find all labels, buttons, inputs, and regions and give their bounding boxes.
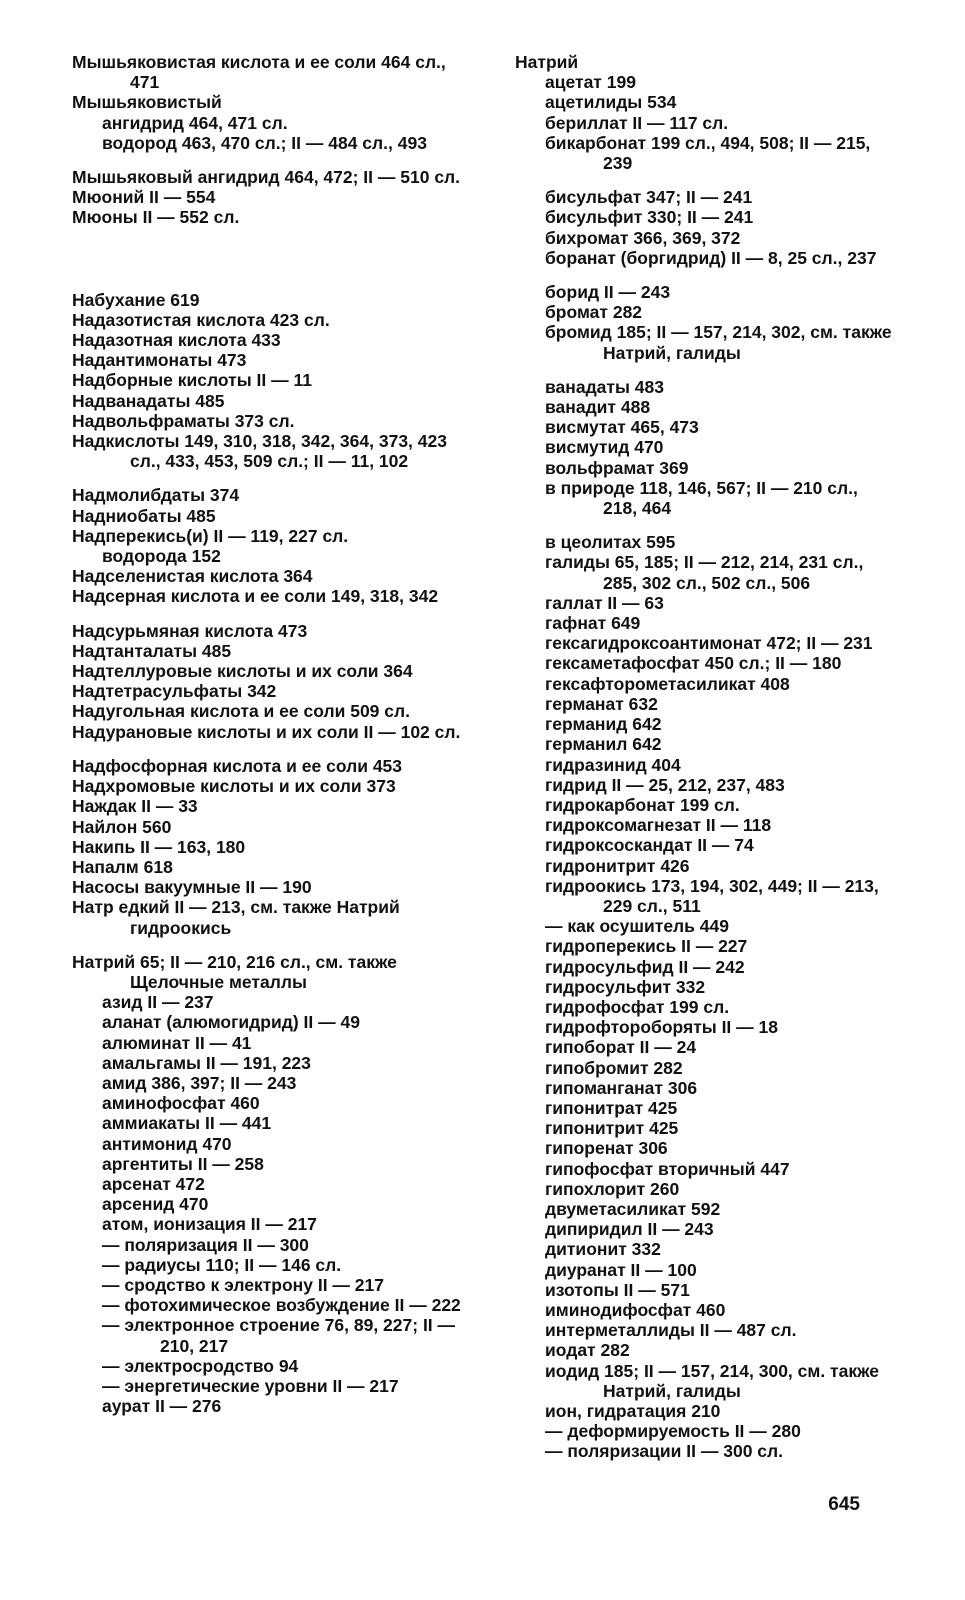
index-entry: гидрид II — 25, 212, 237, 483 bbox=[545, 774, 785, 795]
index-entry: амальгамы II — 191, 223 bbox=[102, 1052, 311, 1073]
right-index-column bbox=[515, 52, 895, 1462]
index-entry: — как осушитель 449 bbox=[545, 916, 729, 937]
index-entry: гидроперекись II — 227 bbox=[545, 936, 748, 957]
index-entry: аммиакаты II — 441 bbox=[102, 1113, 272, 1134]
index-entry: Мышьяковистая кислота и ее соли 464 сл., 471 bbox=[72, 52, 446, 93]
index-entry: водорода 152 bbox=[102, 546, 221, 567]
index-entry: гидразинид 404 bbox=[545, 754, 681, 775]
index-entry: дитионит 332 bbox=[545, 1239, 661, 1260]
index-entry: иодат 282 bbox=[545, 1340, 630, 1361]
index-entry: Надниобаты 485 bbox=[72, 505, 216, 526]
index-entry: гипохлорит 260 bbox=[545, 1178, 680, 1199]
index-entry: Надазотная кислота 433 bbox=[72, 330, 281, 351]
index-entry: ацетат 199 bbox=[545, 72, 636, 93]
index-entry: борид II — 243 bbox=[545, 282, 671, 303]
index-entry: гидрокарбонат 199 сл. bbox=[545, 794, 740, 815]
index-entry: гипобромит 282 bbox=[545, 1057, 683, 1078]
index-entry: интерметаллиды II — 487 сл. bbox=[545, 1320, 797, 1341]
index-entry: — радиусы 110; II — 146 сл. bbox=[102, 1254, 342, 1275]
index-entry: арсенат 472 bbox=[102, 1173, 205, 1194]
index-entry: — поляризации II — 300 сл. bbox=[545, 1441, 784, 1462]
index-entry: Надазотистая кислота 423 сл. bbox=[72, 309, 330, 330]
index-entry: Найлон 560 bbox=[72, 816, 172, 837]
index-entry: гидрофосфат 199 сл. bbox=[545, 996, 730, 1017]
index-entry: Надвольфраматы 373 сл. bbox=[72, 410, 295, 431]
index-entry: Натрий 65; II — 210, 216 сл., см. также Щелочные металлы bbox=[72, 951, 397, 992]
index-entry: Надхромовые кислоты и их соли 373 bbox=[72, 776, 396, 797]
index-entry: Надборные кислоты II — 11 bbox=[72, 370, 312, 391]
index-entry: — энергетические уровни II — 217 bbox=[102, 1375, 399, 1396]
index-entry: азид II — 237 bbox=[102, 992, 214, 1013]
index-entry: гексафторометасиликат 408 bbox=[545, 673, 790, 694]
index-entry: Наждак II — 33 bbox=[72, 796, 198, 817]
index-entry: гексагидроксоантимонат 472; II — 231 bbox=[545, 633, 873, 654]
index-entry: Надперекись(и) II — 119, 227 сл. bbox=[72, 525, 349, 546]
index-entry: — электронное строение 76, 89, 227; II — 210, 217 bbox=[102, 1315, 456, 1356]
index-entry: — поляризация II — 300 bbox=[102, 1234, 309, 1255]
index-entry: гексаметафосфат 450 сл.; II — 180 bbox=[545, 653, 842, 674]
page-number: 645 bbox=[828, 1494, 860, 1515]
index-entry: гипонитрит 425 bbox=[545, 1118, 679, 1139]
index-entry: гидросульфит 332 bbox=[545, 976, 706, 997]
index-entry: Натрий bbox=[515, 52, 579, 72]
index-entry: бромат 282 bbox=[545, 302, 643, 323]
index-entry: Надурановые кислоты и их соли II — 102 сл. bbox=[72, 721, 461, 742]
index-entry: гидроксоскандат II — 74 bbox=[545, 835, 754, 856]
index-entry: германат 632 bbox=[545, 693, 658, 714]
index-entry: аурат II — 276 bbox=[102, 1396, 222, 1417]
index-entry: гидронитрит 426 bbox=[545, 855, 690, 876]
index-entry: Насосы вакуумные II — 190 bbox=[72, 877, 312, 898]
index-entry: боранат (боргидрид) II — 8, 25 сл., 237 bbox=[545, 247, 877, 268]
index-entry: атом, ионизация II — 217 bbox=[102, 1214, 317, 1235]
index-entry: гидроокись 173, 194, 302, 449; II — 213, 229 сл., 511 bbox=[545, 875, 879, 916]
index-entry: бисульфат 347; II — 241 bbox=[545, 187, 753, 208]
index-entry: иминодифосфат 460 bbox=[545, 1299, 726, 1320]
index-entry: висмутат 465, 473 bbox=[545, 417, 699, 438]
index-entry: Мышьяковистый bbox=[72, 92, 222, 113]
index-entry: висмутид 470 bbox=[545, 437, 664, 458]
index-entry: гафнат 649 bbox=[545, 613, 641, 634]
index-entry: ион, гидратация 210 bbox=[545, 1401, 721, 1421]
index-entry: Надтеллуровые кислоты и их соли 364 bbox=[72, 661, 413, 682]
index-entry: Надтетрасульфаты 342 bbox=[72, 681, 277, 702]
index-entry: ангидрид 464, 471 сл. bbox=[102, 112, 288, 133]
index-entry: вольфрамат 369 bbox=[545, 457, 689, 478]
index-entry: аланат (алюмогидрид) II — 49 bbox=[102, 1012, 360, 1033]
index-entry: гидрофтороборяты II — 18 bbox=[545, 1017, 778, 1038]
index-entry: Надванадаты 485 bbox=[72, 390, 225, 411]
index-entry: водород 463, 470 сл.; II — 484 сл., 493 bbox=[102, 132, 427, 153]
index-entry: гипоренат 306 bbox=[545, 1138, 668, 1159]
index-entry: Надантимонаты 473 bbox=[72, 350, 247, 371]
index-entry: ванадаты 483 bbox=[545, 376, 664, 397]
index-entry: Накипь II — 163, 180 bbox=[72, 836, 246, 857]
index-entry: в цеолитах 595 bbox=[545, 532, 676, 553]
index-entry: в природе 118, 146, 567; II — 210 сл., 218, 464 bbox=[545, 477, 858, 519]
index-entry: Натр едкий II — 213, см. также Натрий гидроокись bbox=[72, 897, 400, 938]
index-entry: — электросродство 94 bbox=[102, 1355, 299, 1376]
index-entry: — деформируемость II — 280 bbox=[545, 1421, 801, 1442]
index-entry: двуметасиликат 592 bbox=[545, 1198, 721, 1219]
index-entry: бихромат 366, 369, 372 bbox=[545, 227, 741, 248]
index-entry: изотопы II — 571 bbox=[545, 1279, 690, 1300]
index-entry: бисульфит 330; II — 241 bbox=[545, 207, 754, 228]
index-entry: алюминат II — 41 bbox=[102, 1032, 252, 1053]
index-entry: Надугольная кислота и ее соли 509 сл. bbox=[72, 701, 410, 722]
index-entry: ацетилиды 534 bbox=[545, 92, 677, 113]
index-entry: галиды 65, 185; II — 212, 214, 231 сл., 285, 302 сл., 502 сл., 506 bbox=[545, 552, 864, 593]
index-entry: гипонитрат 425 bbox=[545, 1097, 678, 1118]
index-entry: Надмолибдаты 374 bbox=[72, 485, 240, 506]
index-entry: бикарбонат 199 сл., 494, 508; II — 215, 239 bbox=[545, 132, 871, 174]
index-entry: диуранат II — 100 bbox=[545, 1259, 697, 1280]
index-entry: — фотохимическое возбуждение II — 222 bbox=[102, 1295, 461, 1316]
index-entry: Напалм 618 bbox=[72, 856, 173, 877]
index-entry: Надтанталаты 485 bbox=[72, 640, 232, 661]
index-entry: Мюоны II — 552 сл. bbox=[72, 207, 240, 228]
index-entry: Надселенистая кислота 364 bbox=[72, 566, 313, 587]
index-entry: гипоманганат 306 bbox=[545, 1077, 698, 1098]
index-entry: Надсурьмяная кислота 473 bbox=[72, 620, 308, 641]
index-entry: арсенид 470 bbox=[102, 1194, 209, 1215]
left-index-column bbox=[72, 52, 472, 1416]
index-entry: галлат II — 63 bbox=[545, 592, 664, 613]
index-entry: Мышьяковый ангидрид 464, 472; II — 510 сл. bbox=[72, 167, 461, 188]
index-entry: аргентиты II — 258 bbox=[102, 1153, 264, 1174]
index-entry: Надкислоты 149, 310, 318, 342, 364, 373, 423 сл., 433, 453, 509 сл.; II — 11, 102 bbox=[72, 431, 447, 472]
index-entry: иодид 185; II — 157, 214, 300, см. также Натрий, галиды bbox=[545, 1360, 880, 1401]
index-entry: гипоборат II — 24 bbox=[545, 1037, 697, 1058]
index-entry: Надфосфорная кислота и ее соли 453 bbox=[72, 755, 403, 776]
index-entry: ванадит 488 bbox=[545, 397, 651, 418]
index-entry: гидросульфид II — 242 bbox=[545, 956, 745, 977]
index-entry: германил 642 bbox=[545, 734, 662, 755]
index-entry: германид 642 bbox=[545, 714, 662, 735]
index-entry: амид 386, 397; II — 243 bbox=[102, 1072, 297, 1093]
index-entry: Набухание 619 bbox=[72, 289, 200, 310]
index-entry: Мюоний II — 554 bbox=[72, 187, 216, 208]
index-entry: антимонид 470 bbox=[102, 1133, 232, 1154]
index-entry: — сродство к электрону II — 217 bbox=[102, 1274, 384, 1295]
index-entry: гипофосфат вторичный 447 bbox=[545, 1158, 790, 1179]
index-entry: бериллат II — 117 сл. bbox=[545, 112, 729, 133]
index-entry: аминофосфат 460 bbox=[102, 1093, 260, 1114]
index-entry: дипиридил II — 243 bbox=[545, 1219, 714, 1240]
index-entry: Надсерная кислота и ее соли 149, 318, 342 bbox=[72, 586, 439, 607]
index-entry: гидроксомагнезат II — 118 bbox=[545, 815, 772, 836]
index-entry: бромид 185; II — 157, 214, 302, см. также Натрий, галиды bbox=[545, 322, 892, 363]
